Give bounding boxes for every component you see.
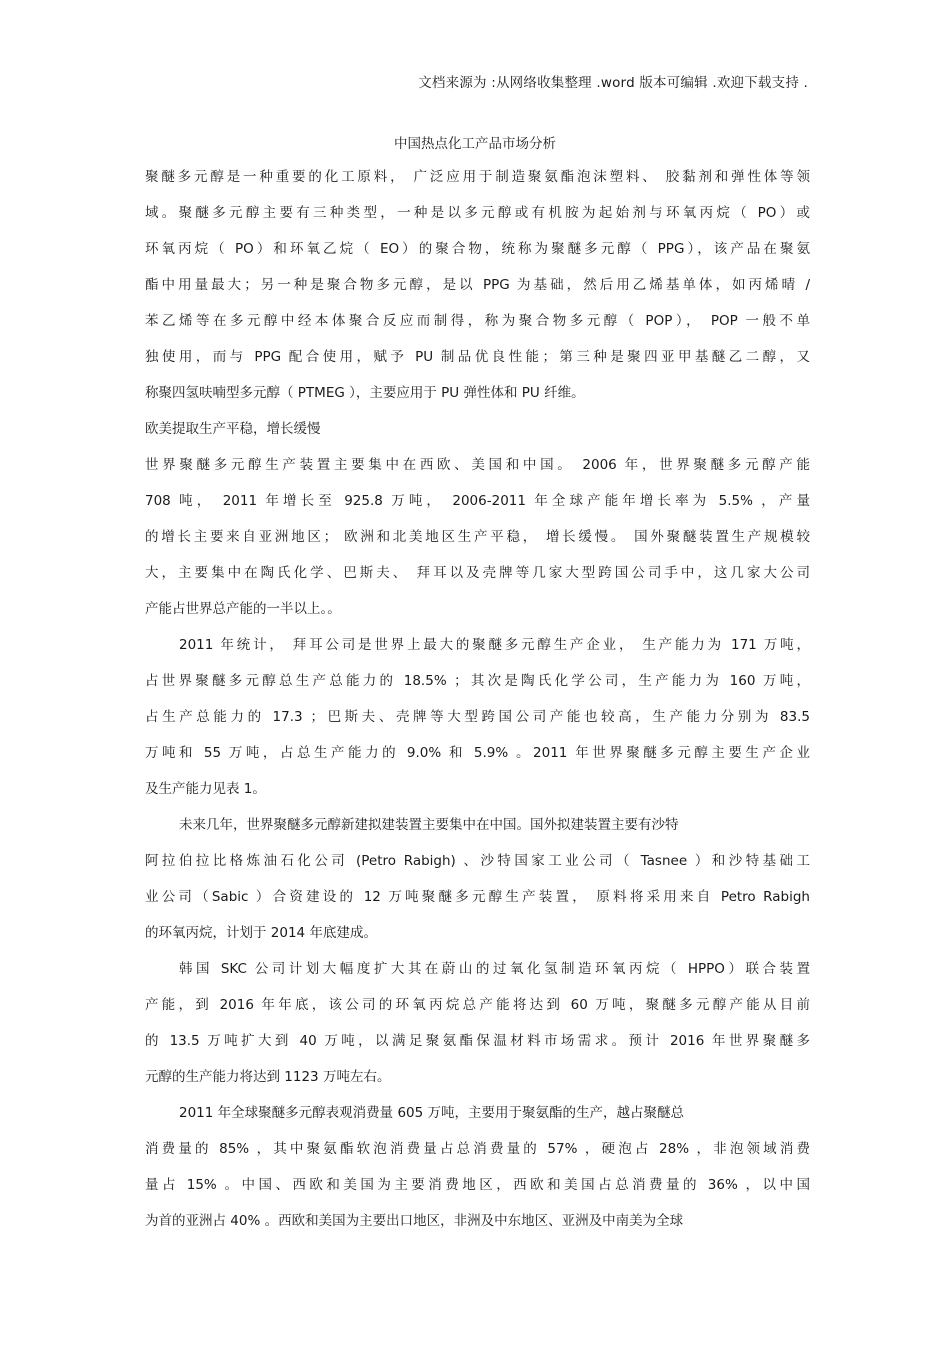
paragraph-line: 苯乙烯等在多元醇中经本体聚合反应而制得，称为聚合物多元醇（ POP）， POP 一般不单 bbox=[145, 313, 810, 329]
paragraph-line: 的 13.5 万吨扩大到 40 万吨，以满足聚氨酯保温材料市场需求。预计 2016 年世界聚醚多 bbox=[145, 1033, 810, 1049]
paragraph-line: 2011 年统计， 拜耳公司是世界上最大的聚醚多元醇生产企业， 生产能力为 171 万吨， bbox=[179, 637, 810, 653]
paragraph-line: 占世界聚醚多元醇总生产总能力的 18.5% ；其次是陶氏化学公司，生产能力为 160 万吨， bbox=[145, 673, 810, 689]
paragraph-line: 酯中用量最大；另一种是聚合物多元醇，是以 PPG 为基础，然后用乙烯基单体，如丙烯晴 / bbox=[145, 277, 810, 293]
paragraph-line: 万吨和 55 万吨，占总生产能力的 9.0% 和 5.9% 。2011 年世界聚醚多元醇主要生产企业 bbox=[145, 745, 810, 761]
paragraph-line: 产能，到 2016 年年底，该公司的环氧丙烷总产能将达到 60 万吨，聚醚多元醇产能从目前 bbox=[145, 997, 810, 1013]
paragraph-line: 占生产总能力的 17.3 ；巴斯夫、壳牌等大型跨国公司产能也较高，生产能力分别为 83.5 bbox=[145, 709, 810, 725]
paragraph-line: 独使用，而与 PPG 配合使用，赋予 PU 制品优良性能；第三种是聚四亚甲基醚乙二醇，又 bbox=[145, 349, 810, 365]
paragraph-line: 消费量的 85% ，其中聚氨酯软泡消费量占总消费量的 57% ，硬泡占 28% ，非泡领域消费 bbox=[145, 1141, 810, 1157]
paragraph-line: 环氧丙烷（ PO）和环氧乙烷（ EO）的聚合物，统称为聚醚多元醇（ PPG），该产品在聚氨 bbox=[145, 241, 810, 257]
paragraph-line: 称聚四氢呋喃型多元醇（ PTMEG ），主要应用于 PU 弹性体和 PU 纤维。 bbox=[145, 385, 585, 401]
paragraph-line: 大，主要集中在陶氏化学、巴斯夫、 拜耳以及壳牌等几家大型跨国公司手中，这几家大公司 bbox=[145, 565, 810, 581]
paragraph-line: 量占 15% 。中国、西欧和美国为主要消费地区，西欧和美国占总消费量的 36% ，以中国 bbox=[145, 1177, 810, 1193]
paragraph-line: 聚醚多元醇是一种重要的化工原料， 广泛应用于制造聚氨酯泡沫塑料、 胶黏剂和弹性体等领 bbox=[145, 169, 810, 185]
section-heading: 欧美提取生产平稳，增长缓慢 bbox=[145, 421, 321, 437]
paragraph-line: 元醇的生产能力将达到 1123 万吨左右。 bbox=[145, 1069, 391, 1085]
paragraph-line: 未来几年，世界聚醚多元醇新建拟建装置主要集中在中国。国外拟建装置主要有沙特 bbox=[179, 817, 679, 833]
paragraph-line: 韩国 SKC 公司计划大幅度扩大其在蔚山的过氧化氢制造环氧丙烷（ HPPO）联合装置 bbox=[179, 961, 810, 977]
document-title: 中国热点化工产品市场分析 bbox=[394, 136, 556, 152]
paragraph-line: 业公司（Sabic ）合资建设的 12 万吨聚醚多元醇生产装置， 原料将采用来自 Petro Rabigh bbox=[145, 889, 810, 905]
paragraph-line: 为首的亚洲占 40% 。西欧和美国为主要出口地区，非洲及中东地区、亚洲及中南美为全球 bbox=[145, 1213, 684, 1229]
paragraph-line: 域。聚醚多元醇主要有三种类型，一种是以多元醇或有机胺为起始剂与环氧丙烷（ PO）或 bbox=[145, 205, 810, 221]
paragraph-line: 的环氧丙烷，计划于 2014 年底建成。 bbox=[145, 925, 377, 941]
paragraph-line: 阿拉伯拉比格炼油石化公司 (Petro Rabigh) 、沙特国家工业公司（ Tasnee ）和沙特基础工 bbox=[145, 853, 810, 869]
paragraph-line: 世界聚醚多元醇生产装置主要集中在西欧、美国和中国。 2006 年，世界聚醚多元醇产能 bbox=[145, 457, 810, 473]
paragraph-line: 的增长主要来自亚洲地区； 欧洲和北美地区生产平稳， 增长缓慢。 国外聚醚装置生产规模较 bbox=[145, 529, 810, 545]
paragraph-line: 708 吨， 2011 年增长至 925.8 万吨， 2006-2011 年全球产能年增长率为 5.5% ，产量 bbox=[145, 493, 810, 509]
paragraph-line: 产能占世界总产能的一半以上。。 bbox=[145, 601, 341, 617]
document-body bbox=[145, 164, 810, 1244]
paragraph-line: 2011 年全球聚醚多元醇表观消费量 605 万吨，主要用于聚氨酯的生产，越占聚醚总 bbox=[179, 1105, 684, 1121]
paragraph-line: 及生产能力见表 1。 bbox=[145, 781, 266, 797]
source-note: 文档来源为 :从网络收集整理 .word 版本可编辑 .欢迎下载支持 . bbox=[418, 75, 808, 91]
